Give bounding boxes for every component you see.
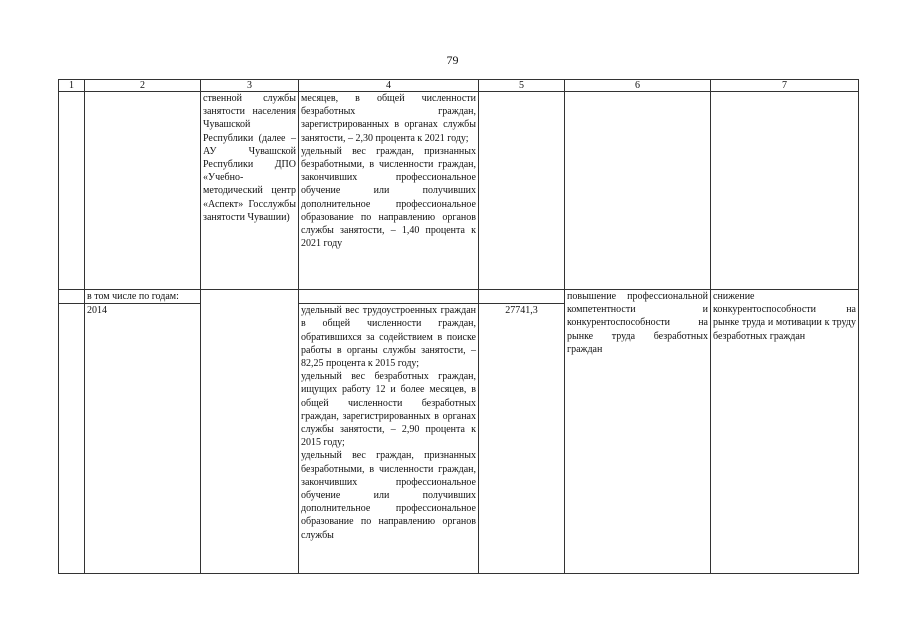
- table-cell: [565, 92, 711, 290]
- column-number-row: [59, 80, 859, 92]
- indicator-cell: месяцев, в общей численности безработных граждан, зарегистрированных в органах службы занятости, – 2,30 процента к 2021 году; удельный вес граждан, признанных безработными, в численности граждан, закончивших профессиональное обучение или получивших дополнительное профессиональное образование по направлению органов службы занятости, – 1,40 процента к 2021 году: [299, 92, 479, 290]
- program-table: [58, 79, 859, 574]
- table-cell: [59, 92, 85, 290]
- funding-cell: 27741,3: [479, 304, 565, 574]
- table-cell: [201, 290, 299, 574]
- table-row: [59, 290, 859, 304]
- column-number: 4: [299, 80, 479, 92]
- years-label-cell: в том числе по годам:: [85, 290, 201, 304]
- column-number: 2: [85, 80, 201, 92]
- table-cell: [299, 290, 479, 304]
- column-number: 5: [479, 80, 565, 92]
- column-number: 6: [565, 80, 711, 92]
- indicator-cell: удельный вес трудоустроенных граждан в общей численности граждан, обратившихся за содействием в поиске работы в органы службы занятости, – 82,25 процента к 2015 году; удельный вес безработных граждан, ищущих работу 12 и более месяцев, в общей численности безработных граждан, зарегистрированных в органах службы занятости, – 2,90 процента к 2015 году; удельный вес граждан, признанных безработными, в численности граждан, закончивших профессиональное обучение или получивших дополнительное профессиональное образование по направлению органов службы: [299, 304, 479, 574]
- table-cell: [59, 304, 85, 574]
- column-number: 3: [201, 80, 299, 92]
- consequence-cell: снижение конкурентоспособности на рынке труда и мотивации к труду безработных граждан: [711, 290, 859, 574]
- table-cell: [85, 92, 201, 290]
- year-cell: 2014: [85, 304, 201, 574]
- page-number: 79: [446, 53, 459, 67]
- expected-result-cell: повышение профессиональной компетентности и конкурентоспособности на рынке труда безработных граждан: [565, 290, 711, 574]
- column-number: 1: [59, 80, 85, 92]
- table-cell: [711, 92, 859, 290]
- executor-cell: ственной службы занятости населения Чувашской Республики (далее – АУ Чувашской Республики ДПО «Учебно-методический центр «Аспект» Госслужбы занятости Чувашии): [201, 92, 299, 290]
- table-cell: [59, 290, 85, 304]
- column-number: 7: [711, 80, 859, 92]
- table-cell: [479, 290, 565, 304]
- table-cell: [479, 92, 565, 290]
- table-row: [59, 92, 859, 290]
